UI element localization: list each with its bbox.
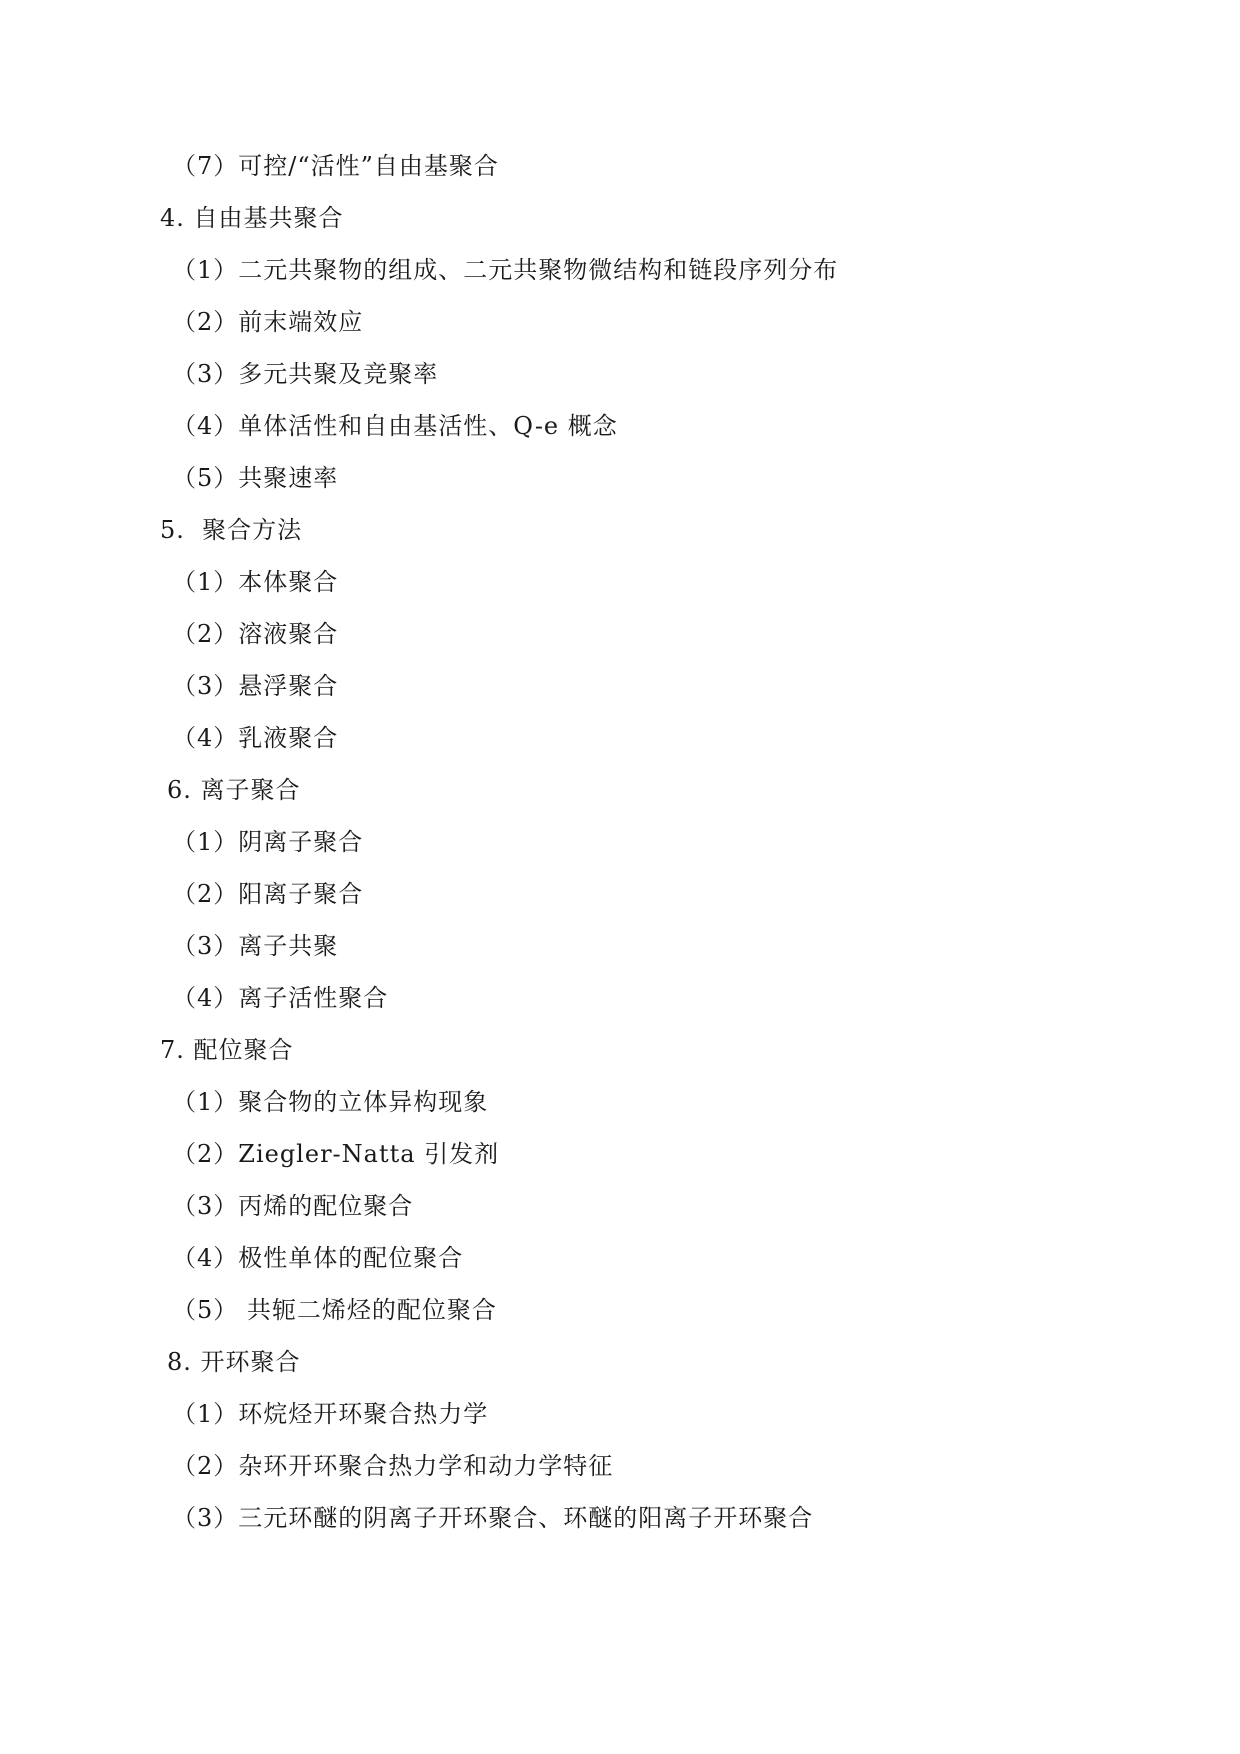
sub-item-5-3: （3）悬浮聚合 (172, 672, 339, 700)
sub-item-8-3: （3）三元环醚的阴离子开环聚合、环醚的阳离子开环聚合 (172, 1504, 814, 1532)
sub-item-4-1: （1）二元共聚物的组成、二元共聚物微结构和链段序列分布 (172, 256, 839, 284)
sub-item-6-3: （3）离子共聚 (172, 932, 339, 960)
sub-item-4-4: （4）单体活性和自由基活性、Q-e 概念 (172, 412, 618, 440)
sub-item-4-2: （2）前末端效应 (172, 308, 364, 336)
sub-item-6-4: （4）离子活性聚合 (172, 984, 389, 1012)
sub-item-6-2: （2）阳离子聚合 (172, 880, 364, 908)
sub-item-5-2: （2）溶液聚合 (172, 620, 339, 648)
sub-item-5-1: （1）本体聚合 (172, 568, 339, 596)
sub-item-4-3: （3）多元共聚及竞聚率 (172, 360, 439, 388)
sub-item-7-3: （3）丙烯的配位聚合 (172, 1192, 414, 1220)
section-heading-5: 5. 聚合方法 (160, 516, 303, 544)
sub-item-7-4: （4）极性单体的配位聚合 (172, 1244, 464, 1272)
sub-item-4-5: （5）共聚速率 (172, 464, 339, 492)
sub-item-7-1: （1）聚合物的立体异构现象 (172, 1088, 489, 1116)
section-heading-6: 6. 离子聚合 (167, 776, 301, 804)
sub-item-8-2: （2）杂环开环聚合热力学和动力学特征 (172, 1452, 614, 1480)
sub-item-7-5: （5） 共轭二烯烃的配位聚合 (172, 1296, 497, 1324)
sub-item-8-1: （1）环烷烃开环聚合热力学 (172, 1400, 489, 1428)
section-heading-4: 4. 自由基共聚合 (160, 204, 344, 232)
sub-item-6-1: （1）阴离子聚合 (172, 828, 364, 856)
sub-item-7-7: （7）可控/“活性”自由基聚合 (172, 152, 499, 180)
section-heading-7: 7. 配位聚合 (160, 1036, 294, 1064)
sub-item-7-2: （2）Ziegler-Natta 引发剂 (172, 1140, 500, 1168)
sub-item-5-4: （4）乳液聚合 (172, 724, 339, 752)
section-heading-8: 8. 开环聚合 (167, 1348, 301, 1376)
